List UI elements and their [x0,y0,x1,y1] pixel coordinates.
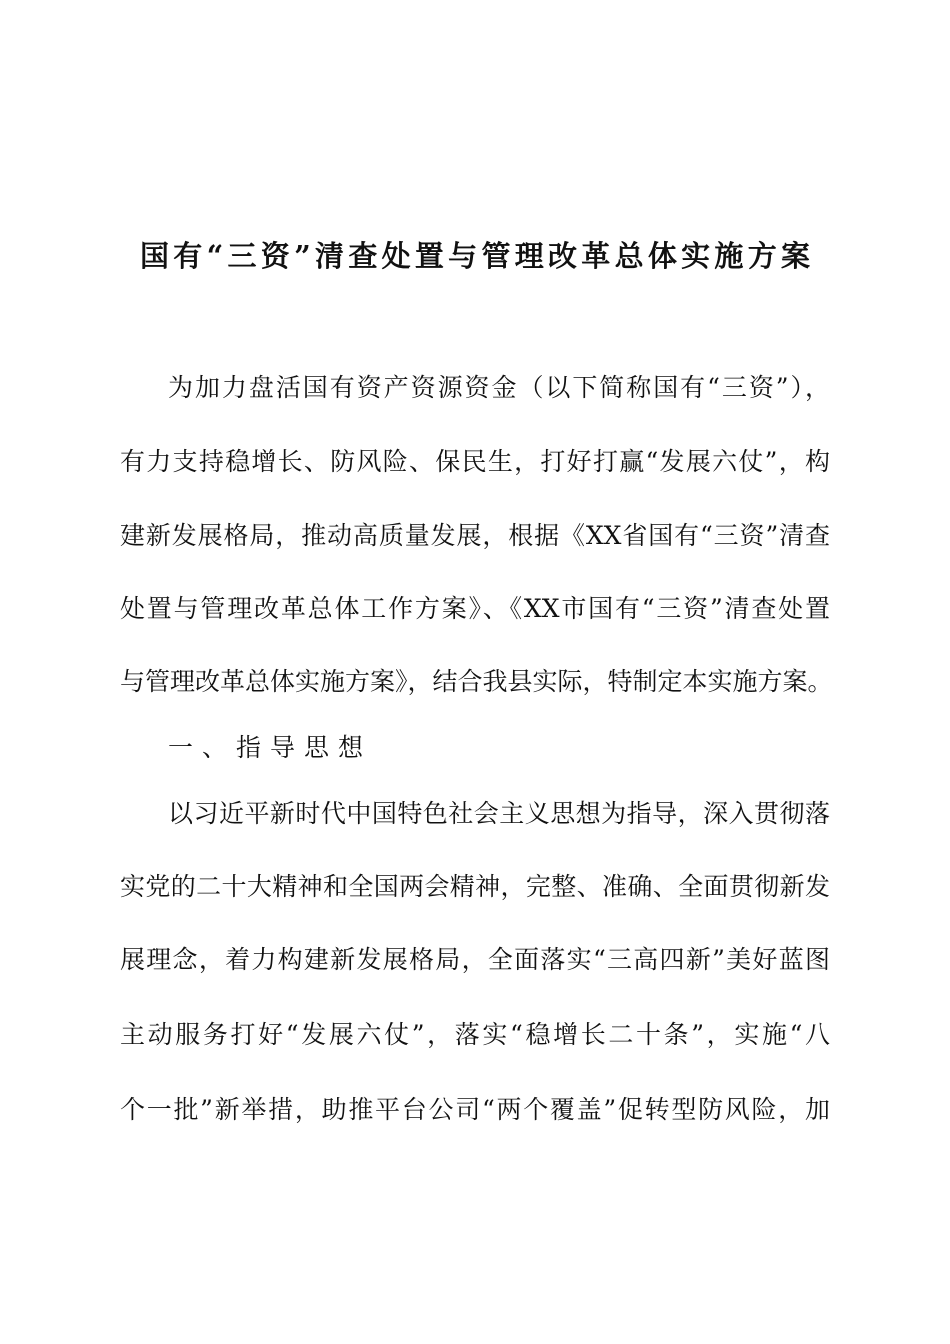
paragraph-line: 有力支持稳增长、防风险、保民生，打好打赢“发展六仗”，构 [120,447,830,476]
paragraph-line: 展理念，着力构建新发展格局，全面落实“三高四新”美好蓝图 [120,945,830,974]
paragraph-line: 为加力盘活国有资产资源资金（以下简称国有“三资”）， [168,373,830,402]
paragraph-line: 以习近平新时代中国特色社会主义思想为指导，深入贯彻落 [168,799,830,828]
paragraph-line: 个一批”新举措，助推平台公司“两个覆盖”促转型防风险，加 [120,1095,830,1124]
paragraph-line: 建新发展格局，推动高质量发展，根据《XX省国有“三资”清查 [120,521,830,550]
document-title: 国有“三资”清查处置与管理改革总体实施方案 [140,239,810,273]
paragraph-line: 与管理改革总体实施方案》，结合我县实际，特制定本实施方案。 [120,667,833,696]
paragraph-line: 实党的二十大精神和全国两会精神，完整、准确、全面贯彻新发 [120,872,830,901]
paragraph-line: 处置与管理改革总体工作方案》、《XX市国有“三资”清查处置 [120,594,830,623]
section-heading: 一、指导思想 [168,733,373,762]
paragraph-line: 主动服务打好“发展六仗”，落实“稳增长二十条”，实施“八 [120,1020,830,1049]
